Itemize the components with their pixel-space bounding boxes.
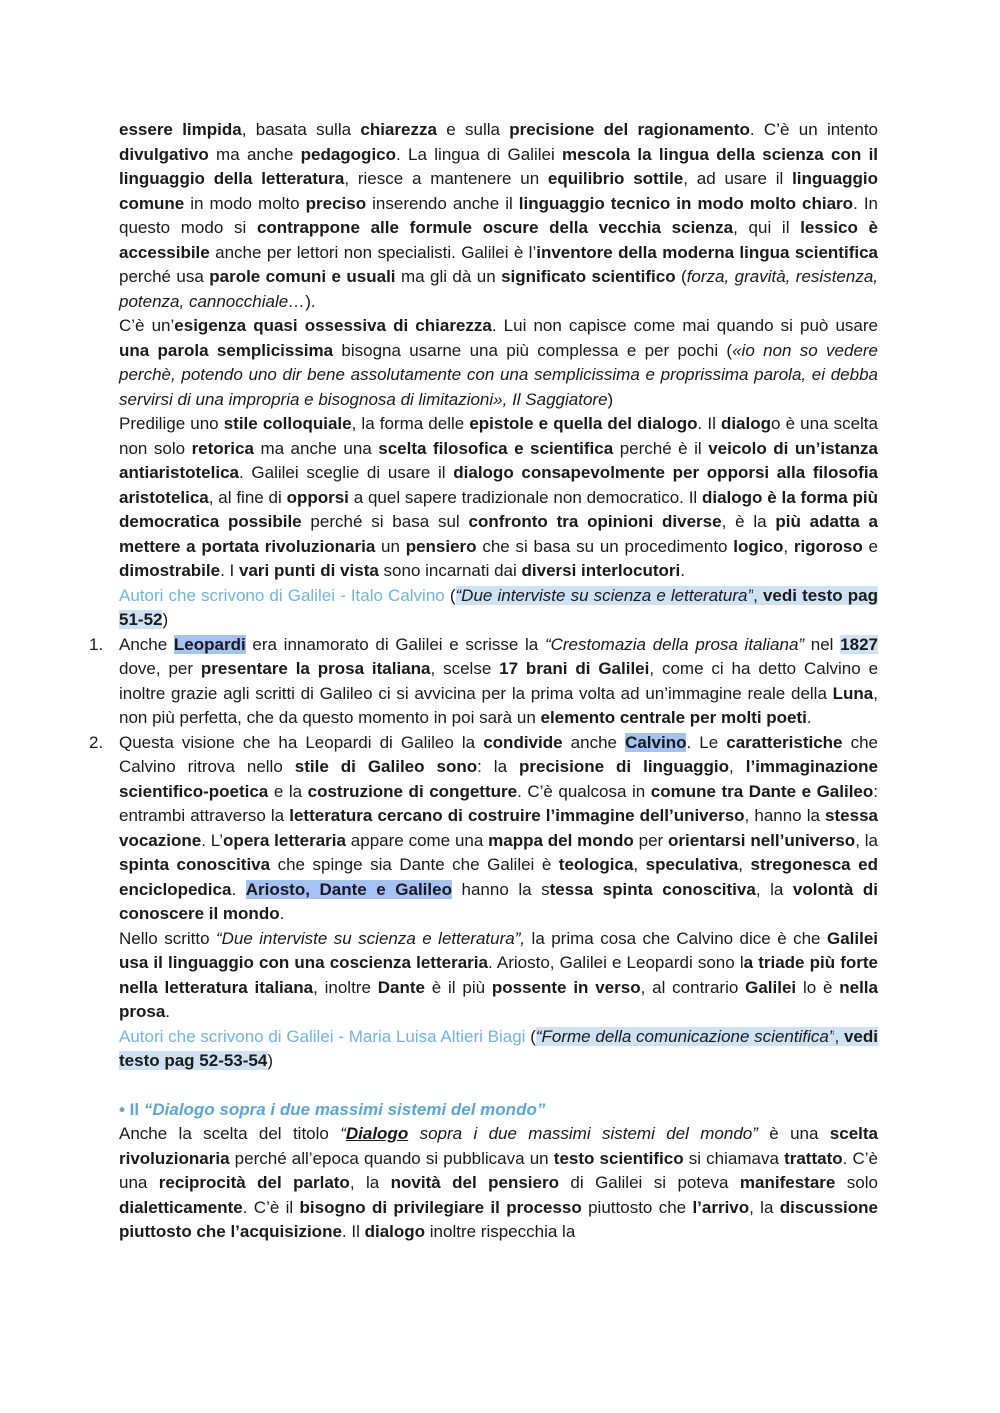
- text-run: stile di Galileo sono: [294, 757, 478, 776]
- text-run: sono incarnati dai: [378, 561, 522, 580]
- text-run: dove, per: [119, 659, 201, 678]
- document-page: [89, 118, 879, 1245]
- text-run: dialogo: [364, 1222, 426, 1241]
- text-run: comune tra Dante e Galileo: [650, 781, 874, 801]
- text-run: stessa vocazione: [119, 806, 878, 850]
- text-run: e la: [268, 781, 308, 801]
- paragraph-dialogue-style: [119, 412, 878, 584]
- text-run: pensiero: [405, 536, 477, 556]
- text-run: essere limpida: [119, 120, 242, 139]
- text-run: Galilei: [745, 977, 797, 997]
- text-run: . I: [220, 561, 239, 580]
- text-run: , scelse: [430, 659, 500, 678]
- text-run: ): [162, 610, 169, 629]
- text-run: , la: [749, 1197, 780, 1217]
- text-run: ma anche una: [253, 438, 379, 458]
- text-run: elemento centrale per molti poeti: [540, 708, 807, 727]
- text-run: anche: [562, 732, 626, 752]
- text-run: ): [607, 389, 614, 409]
- text-run: stregonesca ed enciclopedica: [119, 855, 878, 899]
- text-run: testo scientifico: [553, 1148, 684, 1168]
- text-run: bisogno di privilegiare il processo: [299, 1197, 582, 1217]
- text-run: C’è un’: [119, 316, 175, 335]
- text-run: anche per lettori non specialisti. Galilei è l’: [209, 242, 537, 262]
- paragraph-calvino-reference: [119, 584, 878, 633]
- list-item-leopardi: [89, 633, 879, 731]
- text-run: Anche la scelta del titolo: [119, 1124, 341, 1143]
- text-run: per: [633, 830, 669, 850]
- text-run: appare come una: [345, 830, 489, 850]
- text-run: Anche: [119, 634, 174, 654]
- text-run: mescola la lingua della scienza con il linguaggio della letteratura: [119, 144, 879, 188]
- text-run: in modo molto: [184, 193, 306, 213]
- text-run: Leopardi: [173, 634, 246, 654]
- text-run: nel: [804, 634, 841, 654]
- text-run: : la: [477, 757, 520, 776]
- text-run: opporsi: [286, 487, 349, 507]
- text-run: significato scientifico: [501, 267, 676, 286]
- text-run: “: [340, 1124, 346, 1143]
- text-run: lessico è accessibile: [119, 218, 878, 262]
- spacer: [119, 1074, 878, 1098]
- text-run: perché è il: [613, 438, 709, 458]
- list-number: 2.: [89, 732, 104, 752]
- text-run: chiarezza: [360, 120, 437, 139]
- text-run: diversi interlocutori: [521, 561, 681, 580]
- text-run: “Crestomazia della prosa italiana”: [544, 634, 805, 654]
- text-run: .: [680, 561, 685, 580]
- text-run: lo è: [796, 977, 840, 997]
- text-run: l’immaginazione scientifico-poetica: [119, 757, 878, 801]
- text-run: e sulla: [436, 120, 510, 139]
- paragraph-altieri-biagi-reference: [119, 1025, 878, 1074]
- paragraph-galilei-language: [119, 118, 878, 314]
- text-run: costruzione di congetture: [307, 781, 518, 801]
- text-run: ).: [305, 291, 316, 311]
- text-run: , la: [855, 830, 878, 850]
- text-run: spinta conoscitiva: [119, 855, 271, 874]
- text-run: . C’è il: [242, 1197, 300, 1217]
- text-run: , inoltre: [313, 977, 378, 997]
- text-run: ,: [738, 855, 751, 874]
- text-run: vedi testo pag 52-53-54: [119, 1026, 878, 1070]
- text-run: di Galilei si poteva: [558, 1173, 740, 1192]
- text-run: stile colloquiale: [223, 414, 352, 433]
- text-run: scelta rivoluzionaria: [119, 1124, 878, 1168]
- text-run: (: [444, 585, 456, 605]
- text-run: o è una scelta non solo: [119, 414, 878, 458]
- text-run: , basata sulla: [241, 120, 361, 139]
- text-run: mappa del mondo: [488, 830, 634, 850]
- text-run: novità del pensiero: [390, 1173, 559, 1192]
- text-run: . Galilei sceglie di usare il: [239, 463, 454, 482]
- text-run: dialetticamente: [119, 1197, 243, 1217]
- text-run: letteratura cercano di costruire l’immagine dell’universo: [289, 806, 745, 825]
- text-run: , riesce a mantenere un: [344, 169, 548, 188]
- text-run: piuttosto che: [581, 1197, 693, 1217]
- text-run: . Le: [686, 732, 727, 752]
- text-run: tessa spinta conoscitiva: [549, 879, 756, 899]
- text-run: perché si basa sul: [301, 512, 469, 531]
- text-run: è il più: [424, 977, 492, 997]
- text-run: . Ariosto, Galilei e Leopardi sono l: [487, 953, 744, 972]
- text-run: , al fine di: [208, 487, 287, 507]
- text-run: “Due interviste su scienza e letteratura”,: [215, 928, 526, 948]
- text-run: Calvino: [625, 732, 687, 752]
- text-run: . L’: [201, 830, 224, 850]
- text-run: ,: [834, 1026, 844, 1046]
- text-run: reciprocità del parlato: [158, 1173, 350, 1192]
- text-run: Questa visione che ha Leopardi di Galileo la: [119, 732, 484, 752]
- text-run: . La lingua di Galilei: [396, 144, 563, 164]
- text-run: dialogo è la forma più democratica possibile: [119, 487, 878, 531]
- text-run: , la: [755, 879, 793, 899]
- text-run: opera letteraria: [223, 830, 346, 850]
- text-run: bisogna usarne una più complessa e per pochi (: [333, 340, 733, 360]
- text-run: contrappone alle formule oscure della vecchia scienza: [256, 218, 734, 237]
- text-run: “Due interviste su scienza e letteratura”: [455, 585, 754, 605]
- text-run: perché usa: [119, 267, 210, 286]
- text-run: ma anche: [208, 144, 301, 164]
- text-run: discussione piuttosto che l’acquisizione: [119, 1197, 879, 1241]
- text-run: parole comuni e usuali: [209, 267, 396, 286]
- text-run: pedagogico: [300, 144, 397, 164]
- text-run: a triade più forte nella letteratura italiana: [119, 953, 879, 997]
- text-run: manifestare: [739, 1173, 836, 1192]
- text-run: ma gli dà un: [395, 267, 502, 286]
- text-run: trattato: [784, 1148, 843, 1168]
- text-run: , hanno la: [744, 806, 826, 825]
- text-run: , al contrario: [640, 977, 746, 997]
- text-run: logico: [733, 536, 784, 556]
- text-run: .: [279, 904, 285, 923]
- text-run: hanno la s: [451, 879, 550, 899]
- text-run: rigoroso: [793, 536, 863, 556]
- text-run: che Calvino ritrova nello: [119, 732, 878, 776]
- text-run: Dante: [377, 977, 425, 997]
- text-run: la prima cosa che Calvino dice è che: [525, 928, 827, 948]
- text-run: • Il: [119, 1099, 144, 1119]
- text-run: Autori che scrivono di Galilei - Maria Luisa Altieri Biagi: [119, 1026, 526, 1046]
- text-run: veicolo di un’istanza antiaristotelica: [119, 438, 878, 482]
- text-run: “Forme della comunicazione scientifica”: [535, 1026, 835, 1046]
- text-run: a quel sapere tradizionale non democratico. Il: [348, 487, 702, 507]
- text-run: : entrambi attraverso la: [119, 781, 878, 825]
- paragraph-dialogo-title: [119, 1122, 878, 1245]
- text-run: Dialogo: [345, 1124, 409, 1143]
- text-run: era innamorato di Galilei e scrisse la: [245, 634, 545, 654]
- text-run: perché all’epoca quando si pubblicava un: [229, 1148, 554, 1168]
- text-run: , è la: [721, 512, 776, 531]
- section-heading: [119, 1098, 878, 1123]
- list-item-text: [119, 633, 878, 731]
- text-run: preciso: [305, 193, 367, 213]
- text-run: 1827: [840, 634, 878, 654]
- text-run: esigenza quasi ossessiva di chiarezza: [174, 316, 492, 335]
- text-run: . C’è una: [119, 1148, 879, 1192]
- text-run: Nello scritto: [119, 928, 216, 948]
- text-run: un: [375, 536, 406, 556]
- text-run: , come ci ha detto Calvino e inoltre grazie agli scritti di Galileo ci si avvicina per la prima volta ad un’immagine reale della: [119, 659, 879, 703]
- text-run: presentare la prosa italiana: [200, 659, 431, 678]
- text-run: ,: [633, 855, 646, 874]
- text-run: scelta filosofica e scientifica: [378, 438, 614, 458]
- text-run: nella prosa: [119, 977, 878, 1021]
- text-run: orientarsi nell’universo: [668, 830, 856, 850]
- text-run: , la: [349, 1173, 391, 1192]
- text-run: , non più perfetta, che da questo momento in poi sarà un: [119, 683, 878, 727]
- list-item-text: [119, 731, 878, 927]
- text-run: (: [525, 1026, 536, 1046]
- text-run: «io non so vedere perchè, potendo uno dir bene assolutamente con una semplicissima e proprissima parola, ei debba servirsi di una impropria e bisognosa di limitazioni», Il Saggiatore: [119, 340, 879, 409]
- text-run: inventore della moderna lingua scientifica: [536, 242, 878, 262]
- text-run: divulgativo: [119, 144, 209, 164]
- text-run: . Lui non capisce come mai quando si può usare: [491, 316, 878, 335]
- text-run: caratteristiche: [726, 732, 843, 752]
- text-run: , qui il: [733, 218, 801, 237]
- text-run: è una: [757, 1124, 830, 1143]
- text-run: (: [675, 267, 687, 286]
- text-run: epistole e quella del dialogo: [469, 414, 698, 433]
- text-run: dialogo consapevolmente per opporsi alla filosofia aristotelica: [119, 463, 879, 507]
- text-run: solo: [835, 1173, 878, 1192]
- text-run: forza, gravità, resistenza, potenza, cannocchiale…: [119, 267, 879, 311]
- text-run: equilibrio sottile: [547, 169, 684, 188]
- paragraph-clarity: [119, 314, 878, 412]
- text-run: teologica: [558, 855, 634, 874]
- text-run: Ariosto, Dante e Galileo: [245, 879, 452, 899]
- text-run: precisione di linguaggio: [519, 757, 730, 776]
- list-item-calvino: [89, 731, 878, 927]
- text-run: .: [231, 879, 246, 899]
- text-run: condivide: [483, 732, 563, 752]
- text-run: che si basa su un procedimento: [476, 536, 734, 556]
- text-run: si chiamava: [683, 1148, 785, 1168]
- text-run: Autori che scrivono di Galilei - Italo Calvino: [119, 585, 445, 605]
- text-run: vari punti di vista: [239, 561, 379, 580]
- text-run: , ad usare il: [683, 169, 793, 188]
- paragraph-triade: [119, 927, 878, 1025]
- text-run: ,: [753, 585, 763, 605]
- text-run: e: [862, 536, 878, 556]
- text-run: Luna: [832, 683, 874, 703]
- text-run: l’arrivo: [692, 1197, 750, 1217]
- text-run: . In questo modo si: [119, 193, 878, 237]
- text-run: .: [806, 708, 812, 727]
- text-run: retorica: [191, 438, 254, 458]
- text-run: dialog: [720, 414, 772, 433]
- text-run: linguaggio comune: [119, 169, 878, 213]
- text-run: speculativa: [645, 855, 739, 874]
- text-run: Predilige uno: [119, 414, 224, 433]
- text-run: che spinge sia Dante che Galilei è: [270, 855, 559, 874]
- text-run: .: [165, 1002, 171, 1021]
- text-run: volontà di conoscere il mondo: [119, 879, 878, 923]
- text-run: ,: [783, 536, 794, 556]
- text-run: inserendo anche il: [366, 193, 519, 213]
- text-run: ,: [729, 757, 746, 776]
- text-run: . Il: [341, 1222, 365, 1241]
- text-run: Galilei usa il linguaggio con una coscienza letteraria: [119, 928, 878, 972]
- text-run: confronto tra opinioni diverse: [468, 512, 722, 531]
- text-run: dimostrabile: [119, 561, 221, 580]
- text-run: vedi testo pag 51-52: [119, 585, 878, 629]
- text-run: . C’è qualcosa in: [517, 781, 651, 801]
- text-run: inoltre rispecchia la: [425, 1222, 576, 1241]
- text-run: , la forma delle: [351, 414, 470, 433]
- text-run: “Dialogo sopra i due massimi sistemi del mondo”: [143, 1099, 546, 1119]
- text-run: ): [267, 1051, 274, 1070]
- text-run: linguaggio tecnico in modo molto chiaro: [518, 193, 854, 213]
- text-run: una parola semplicissima: [119, 340, 334, 360]
- text-run: . C’è un intento: [749, 120, 878, 139]
- text-run: precisione del ragionamento: [509, 120, 750, 139]
- list-number: 1.: [89, 634, 104, 654]
- text-run: 17 brani di Galilei: [499, 659, 650, 678]
- text-run: . Il: [697, 414, 721, 433]
- text-run: più adatta a mettere a portata rivoluzionaria: [119, 512, 878, 556]
- text-run: possente in verso: [491, 977, 641, 997]
- text-run: sopra i due massimi sistemi del mondo”: [408, 1124, 758, 1143]
